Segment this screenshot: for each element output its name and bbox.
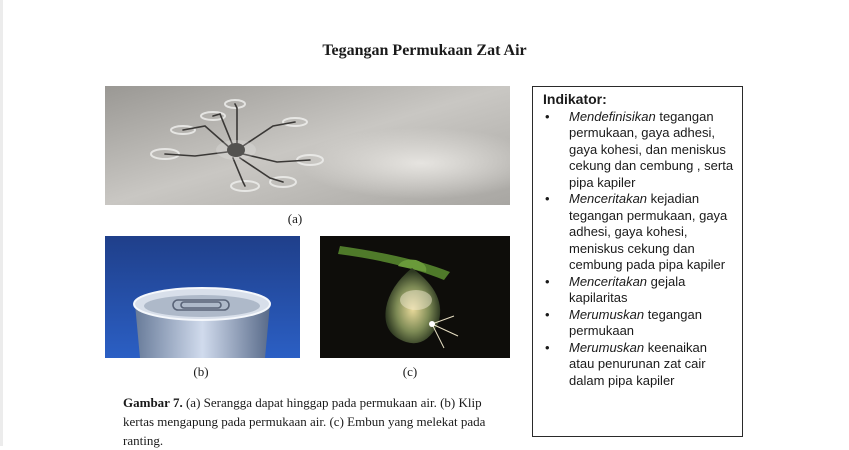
indicator-box xyxy=(532,86,743,437)
caption-text: (a) Serangga dapat hinggap pada permukaan air. (b) Klip kertas mengapung pada permukaan air. (c) Embun yang melekat pada ranting. xyxy=(123,395,486,448)
indicator-item xyxy=(543,274,734,307)
photo-dew-drop xyxy=(320,236,510,358)
indicator-verb: Menceritakan xyxy=(569,273,648,289)
indicator-item xyxy=(543,191,734,274)
indicator-item xyxy=(543,109,734,192)
figure-caption xyxy=(123,393,513,450)
indicator-item xyxy=(543,340,734,390)
indicator-text: tegangan permukaan, gaya adhesi, gaya kohesi, dan meniskus cekung dan cembung , serta pipa kapiler xyxy=(569,108,734,190)
figure-label-a: (a) xyxy=(287,211,303,226)
indicator-title: Indikator: xyxy=(543,91,607,107)
page-title: Tegangan Permukaan Zat Air xyxy=(322,42,527,59)
figure-label-b: (b) xyxy=(193,364,209,379)
page-edge xyxy=(0,0,3,446)
indicator-text: gejala kapilaritas xyxy=(569,273,686,305)
indicator-text: keenaikan atau penurunan zat cair dalam pipa kapiler xyxy=(569,339,708,388)
photo-paperclip-floating xyxy=(105,236,300,358)
indicator-text: kejadian tegangan permukaan, gaya adhesi, gaya kohesi, meniskus cekung dan cembung pada pipa kapiler xyxy=(569,191,728,272)
photo-insect-on-water xyxy=(105,86,510,205)
caption-lead: Gambar 7. xyxy=(123,395,183,410)
indicator-text: tegangan permukaan xyxy=(569,306,702,338)
indicator-verb: Menceritakan xyxy=(569,191,648,206)
indicator-item xyxy=(543,307,734,340)
indicator-verb: Merumuskan xyxy=(569,339,645,355)
indicator-verb: Merumuskan xyxy=(569,306,645,322)
indicator-list xyxy=(543,109,734,390)
indicator-verb: Mendefinisikan xyxy=(569,108,656,124)
figure-label-c: (c) xyxy=(402,364,418,379)
